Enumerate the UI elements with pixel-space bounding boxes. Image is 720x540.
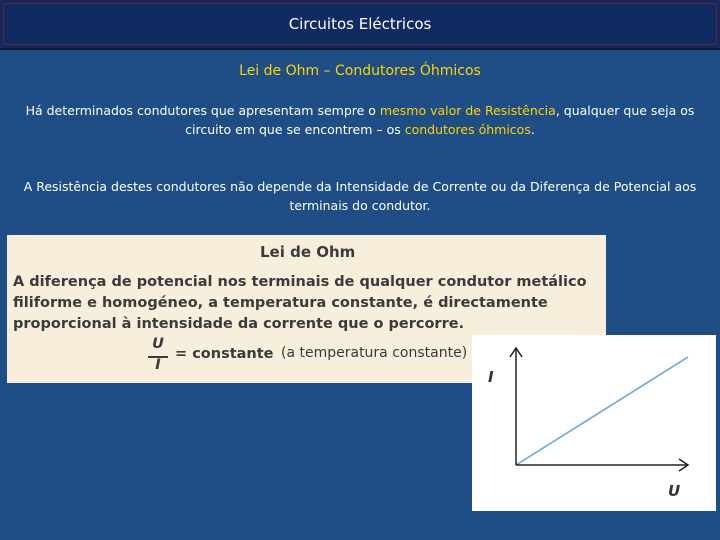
paragraph-text-end: . bbox=[530, 122, 535, 137]
law-statement: A diferença de potencial nos terminais de qualquer condutor metálico filiforme e homogéneo, a temperatura constante, é directamente proporcional à intensidade da corrente que o percorre. bbox=[13, 274, 587, 332]
graph-svg bbox=[472, 335, 716, 511]
law-heading: Lei de Ohm bbox=[260, 243, 356, 261]
paragraph-text-middle: , qualquer que seja os circuito em que se encontrem – os bbox=[185, 103, 695, 137]
formula-condition: (a temperatura constante) bbox=[281, 345, 468, 361]
highlight-ohmic-conductors: condutores óhmicos bbox=[404, 122, 531, 137]
y-axis-label: I bbox=[488, 368, 494, 386]
title-bar bbox=[0, 0, 720, 50]
highlight-same-resistance: mesmo valor de Resistência bbox=[379, 103, 556, 118]
iu-graph bbox=[472, 335, 716, 511]
formula-denominator: I bbox=[155, 357, 161, 373]
paragraph-text-before: Há determinados condutores que apresentam sempre o bbox=[25, 103, 380, 118]
paragraph-ohmic-conductors bbox=[10, 101, 710, 139]
formula-rhs: = constante bbox=[175, 346, 274, 362]
page-title: Circuitos Eléctricos bbox=[288, 15, 432, 33]
section-subtitle: Lei de Ohm – Condutores Óhmicos bbox=[239, 63, 481, 79]
x-axis-label: U bbox=[668, 482, 681, 500]
formula-numerator: U bbox=[152, 336, 164, 352]
paragraph-resistance-independence: A Resistência destes condutores não depende da Intensidade de Corrente ou da Diferença de Potencial aos terminais do condutor. bbox=[23, 179, 697, 213]
proportional-line bbox=[516, 357, 688, 465]
